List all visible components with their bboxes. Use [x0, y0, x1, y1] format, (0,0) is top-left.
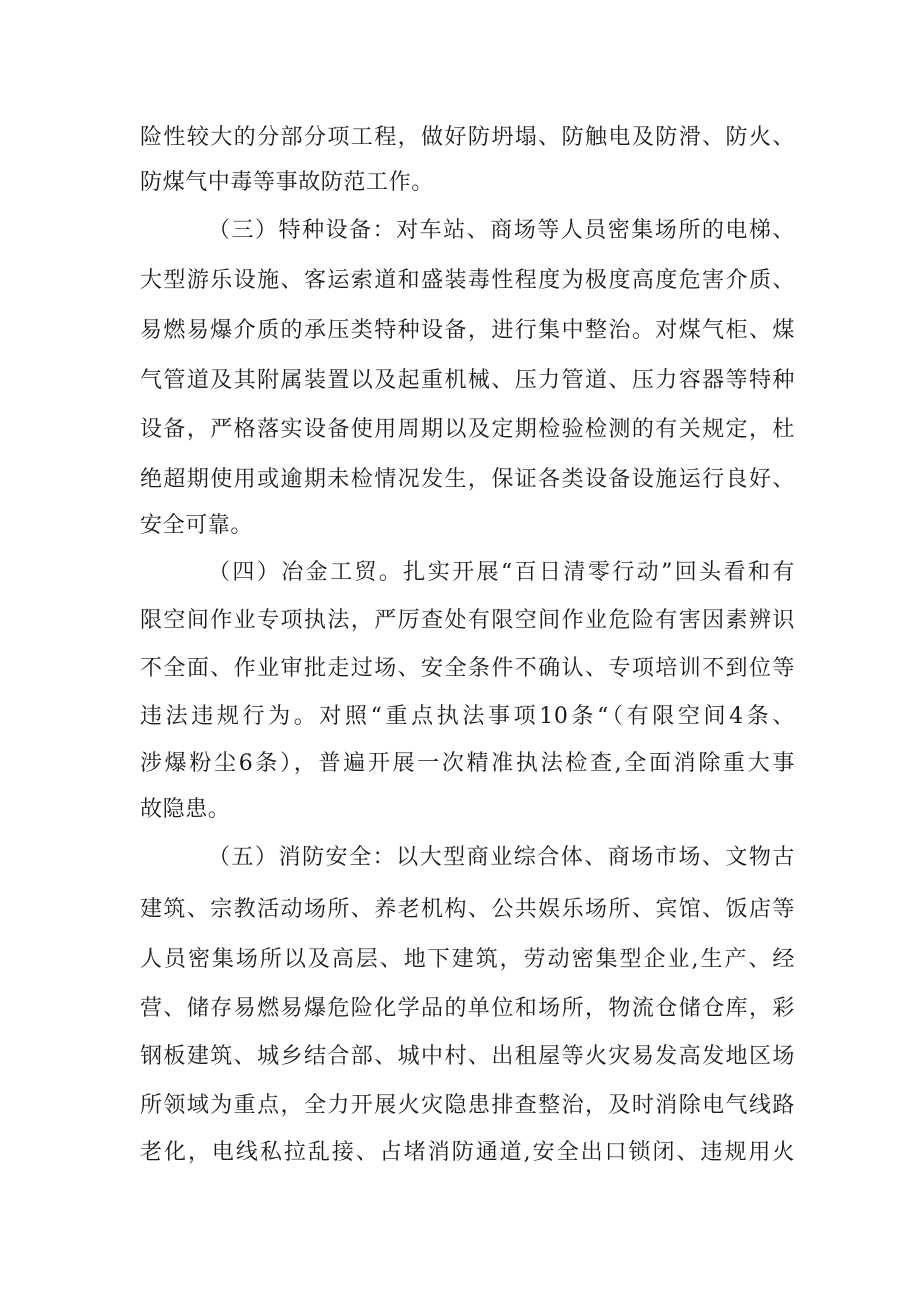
- text-line: 设备，严格落实设备使用周期以及定期检验检测的有关规定，杜: [140, 417, 795, 442]
- text-line: 违法违规行为。对照“重点执法事项10条“（有限空间4条、: [140, 704, 795, 729]
- text-line: 大型游乐设施、客运索道和盛装毒性程度为极度高度危害介质、: [140, 268, 795, 293]
- text-line: 不全面、作业审批走过场、安全条件不确认、专项培训不到位等: [140, 656, 795, 681]
- text-line: 人员密集场所以及高层、地下建筑，劳动密集型企业,生产、经: [140, 947, 795, 972]
- text-line: 险性较大的分部分项工程，做好防坍塌、防触电及防滑、防火、: [140, 125, 795, 150]
- text-line: 故隐患。: [140, 797, 231, 822]
- text-line: 涉爆粉尘6条），普遍开展一次精准执法检查,全面消除重大事: [140, 751, 795, 776]
- text-line: 气管道及其附属装置以及起重机械、压力管道、压力容器等特种: [140, 368, 795, 393]
- text-line: 绝超期使用或逾期未检情况发生，保证各类设备设施运行良好、: [140, 467, 795, 492]
- text-line: 安全可靠。: [140, 513, 254, 538]
- text-line: 易燃易爆介质的承压类特种设备，进行集中整治。对煤气柜、煤: [140, 318, 795, 343]
- text-line: 所领域为重点，全力开展火灾隐患排查整治，及时消除电气线路: [140, 1093, 795, 1118]
- paragraph-heading-line: （四）冶金工贸。扎实开展“百日清零行动”回头看和有: [208, 560, 795, 585]
- text-line: 老化，电线私拉乱接、占堵消防通道,安全出口锁闭、违规用火: [140, 1140, 795, 1165]
- paragraph-heading-line: （三）特种设备：对车站、商场等人员密集场所的电梯、: [208, 218, 795, 243]
- text-line: 防煤气中毒等事故防范工作。: [140, 170, 434, 195]
- text-line: 钢板建筑、城乡结合部、城中村、出租屋等火灾易发高发地区场: [140, 1044, 795, 1069]
- text-line: 限空间作业专项执法，严厉查处有限空间作业危险有害因素辨识: [140, 608, 795, 633]
- text-line: 营、储存易燃易爆危险化学品的单位和场所，物流仓储仓库，彩: [140, 996, 795, 1021]
- paragraph-heading-line: （五）消防安全：以大型商业综合体、商场市场、文物古: [208, 845, 795, 870]
- text-line: 建筑、宗教活动场所、养老机构、公共娱乐场所、宾馆、饭店等: [140, 897, 795, 922]
